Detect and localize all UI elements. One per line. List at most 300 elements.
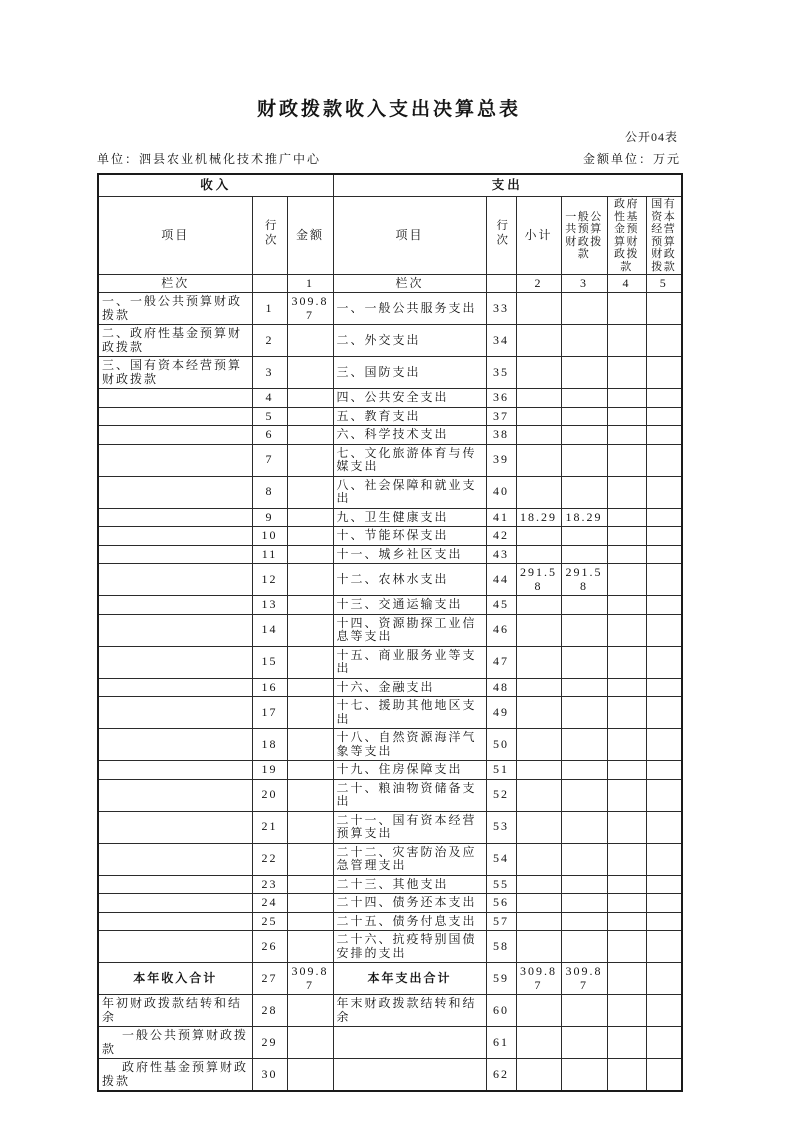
- expense-item-cell: [333, 1059, 486, 1092]
- general-public-budget-cell: [561, 545, 607, 564]
- subtotal-cell: [516, 894, 561, 913]
- gov-fund-budget-cell: [607, 407, 646, 426]
- expense-row-no-cell: 48: [486, 678, 516, 697]
- state-capital-budget-cell: [646, 1059, 682, 1092]
- income-row-no-cell: 3: [252, 357, 287, 389]
- expense-item-cell: 八、社会保障和就业支出: [333, 476, 486, 508]
- subtotal-cell: 291.58: [516, 564, 561, 596]
- expense-item-cell: 二十二、灾害防治及应急管理支出: [333, 843, 486, 875]
- column-header-row: [98, 197, 682, 275]
- gov-fund-budget-cell: [607, 389, 646, 408]
- general-public-budget-cell: 309.87: [561, 963, 607, 995]
- income-item-cell: 二、政府性基金预算财政拨款: [98, 325, 252, 357]
- income-row-no-cell: 2: [252, 325, 287, 357]
- income-row-no-cell: 10: [252, 527, 287, 546]
- col-header-general-public-budget: 一般公共预算财政拨款: [561, 197, 607, 275]
- table-row: [98, 729, 682, 761]
- expense-item-cell: 十、节能环保支出: [333, 527, 486, 546]
- expense-item-cell: 本年支出合计: [333, 963, 486, 995]
- state-capital-budget-cell: [646, 729, 682, 761]
- state-capital-budget-cell: [646, 508, 682, 527]
- income-row-no-cell: 17: [252, 697, 287, 729]
- index-income-amount: 1: [287, 275, 333, 293]
- state-capital-budget-cell: [646, 646, 682, 678]
- income-item-cell: [98, 389, 252, 408]
- expense-item-cell: 十七、援助其他地区支出: [333, 697, 486, 729]
- income-row-no-cell: 11: [252, 545, 287, 564]
- income-row-no-cell: 27: [252, 963, 287, 995]
- col-header-expense-item: 项目: [333, 197, 486, 275]
- expense-row-no-cell: 62: [486, 1059, 516, 1092]
- general-public-budget-cell: 18.29: [561, 508, 607, 527]
- subtotal-cell: [516, 357, 561, 389]
- income-item-cell: [98, 614, 252, 646]
- index-income-row-no: [252, 275, 287, 293]
- income-row-no-cell: 1: [252, 293, 287, 325]
- general-public-budget-cell: [561, 894, 607, 913]
- income-amount-cell: [287, 1059, 333, 1092]
- expense-item-cell: 十六、金融支出: [333, 678, 486, 697]
- income-row-no-cell: 6: [252, 426, 287, 445]
- expense-item-cell: 年末财政拨款结转和结余: [333, 995, 486, 1027]
- vertical-text: 行次: [263, 219, 276, 249]
- income-row-no-cell: 18: [252, 729, 287, 761]
- expense-row-no-cell: 44: [486, 564, 516, 596]
- income-amount-cell: 309.87: [287, 963, 333, 995]
- income-row-no-cell: 25: [252, 912, 287, 931]
- expense-item-cell: 二十、粮油物资储备支出: [333, 779, 486, 811]
- state-capital-budget-cell: [646, 426, 682, 445]
- income-amount-cell: [287, 596, 333, 615]
- income-item-cell: [98, 564, 252, 596]
- expense-item-cell: 十五、商业服务业等支出: [333, 646, 486, 678]
- income-item-cell: [98, 811, 252, 843]
- table-row: [98, 875, 682, 894]
- expense-row-no-cell: 42: [486, 527, 516, 546]
- state-capital-budget-cell: [646, 1027, 682, 1059]
- state-capital-budget-cell: [646, 912, 682, 931]
- expense-item-cell: [333, 1027, 486, 1059]
- income-item-cell: [98, 596, 252, 615]
- expense-row-no-cell: 61: [486, 1027, 516, 1059]
- gov-fund-budget-cell: [607, 293, 646, 325]
- general-public-budget-cell: [561, 407, 607, 426]
- expense-item-cell: 十八、自然资源海洋气象等支出: [333, 729, 486, 761]
- table-row: [98, 596, 682, 615]
- state-capital-budget-cell: [646, 389, 682, 408]
- table-row: [98, 389, 682, 408]
- state-capital-budget-cell: [646, 614, 682, 646]
- income-amount-cell: [287, 697, 333, 729]
- state-capital-budget-cell: [646, 444, 682, 476]
- income-amount-cell: [287, 912, 333, 931]
- gov-fund-budget-cell: [607, 426, 646, 445]
- income-section-header: 收入: [98, 174, 333, 197]
- income-item-cell: [98, 646, 252, 678]
- expense-item-cell: 十四、资源勘探工业信息等支出: [333, 614, 486, 646]
- subtotal-cell: [516, 995, 561, 1027]
- subtotal-cell: [516, 389, 561, 408]
- subtotal-cell: [516, 407, 561, 426]
- subtotal-cell: 18.29: [516, 508, 561, 527]
- gov-fund-budget-cell: [607, 963, 646, 995]
- income-amount-cell: [287, 325, 333, 357]
- income-row-no-cell: 19: [252, 761, 287, 780]
- expense-item-cell: 六、科学技术支出: [333, 426, 486, 445]
- subtotal-cell: 309.87: [516, 963, 561, 995]
- subtotal-cell: [516, 426, 561, 445]
- col-header-state-capital-budget: 国有资本经营预算财政拨款: [646, 197, 682, 275]
- table-body: [98, 293, 682, 1092]
- subtotal-cell: [516, 293, 561, 325]
- expense-item-cell: 二十三、其他支出: [333, 875, 486, 894]
- subtotal-cell: [516, 761, 561, 780]
- gov-fund-budget-cell: [607, 527, 646, 546]
- income-item-cell: [98, 545, 252, 564]
- income-item-cell: 政府性基金预算财政拨款: [98, 1059, 252, 1092]
- income-item-cell: 本年收入合计: [98, 963, 252, 995]
- gov-fund-budget-cell: [607, 931, 646, 963]
- expense-row-no-cell: 50: [486, 729, 516, 761]
- expense-row-no-cell: 46: [486, 614, 516, 646]
- page-title: 财政拨款收入支出决算总表: [256, 99, 521, 120]
- table-row: [98, 811, 682, 843]
- general-public-budget-cell: [561, 761, 607, 780]
- general-public-budget-cell: [561, 596, 607, 615]
- meta-line: [97, 152, 681, 167]
- col-header-income-item: 项目: [98, 197, 252, 275]
- expense-row-no-cell: 57: [486, 912, 516, 931]
- income-amount-cell: [287, 476, 333, 508]
- subtotal-cell: [516, 614, 561, 646]
- income-amount-cell: [287, 545, 333, 564]
- expense-row-no-cell: 52: [486, 779, 516, 811]
- general-public-budget-cell: [561, 678, 607, 697]
- income-amount-cell: [287, 444, 333, 476]
- expense-item-cell: 十九、住房保障支出: [333, 761, 486, 780]
- expense-item-cell: 一、一般公共服务支出: [333, 293, 486, 325]
- state-capital-budget-cell: [646, 527, 682, 546]
- gov-fund-budget-cell: [607, 444, 646, 476]
- general-public-budget-cell: [561, 912, 607, 931]
- income-item-cell: [98, 444, 252, 476]
- income-row-no-cell: 7: [252, 444, 287, 476]
- expense-row-no-cell: 59: [486, 963, 516, 995]
- expense-row-no-cell: 45: [486, 596, 516, 615]
- income-row-no-cell: 24: [252, 894, 287, 913]
- income-item-cell: [98, 875, 252, 894]
- gov-fund-budget-cell: [607, 811, 646, 843]
- income-amount-cell: [287, 875, 333, 894]
- gov-fund-budget-cell: [607, 912, 646, 931]
- state-capital-budget-cell: [646, 596, 682, 615]
- table-row: [98, 761, 682, 780]
- income-item-cell: [98, 729, 252, 761]
- expense-item-cell: 三、国防支出: [333, 357, 486, 389]
- income-amount-cell: [287, 646, 333, 678]
- expense-section-header: 支出: [333, 174, 682, 197]
- general-public-budget-cell: [561, 325, 607, 357]
- table-row: [98, 426, 682, 445]
- gov-fund-budget-cell: [607, 476, 646, 508]
- fiscal-summary-table: [97, 173, 683, 1092]
- gov-fund-budget-cell: [607, 596, 646, 615]
- gov-fund-budget-cell: [607, 357, 646, 389]
- general-public-budget-cell: [561, 1027, 607, 1059]
- income-row-no-cell: 8: [252, 476, 287, 508]
- gov-fund-budget-cell: [607, 995, 646, 1027]
- expense-row-no-cell: 37: [486, 407, 516, 426]
- state-capital-budget-cell: [646, 407, 682, 426]
- table-row: [98, 407, 682, 426]
- income-row-no-cell: 20: [252, 779, 287, 811]
- general-public-budget-cell: [561, 1059, 607, 1092]
- document-page: [97, 99, 681, 1092]
- expense-item-cell: 二十一、国有资本经营预算支出: [333, 811, 486, 843]
- gov-fund-budget-cell: [607, 729, 646, 761]
- income-amount-cell: [287, 779, 333, 811]
- income-item-cell: [98, 912, 252, 931]
- gov-fund-budget-cell: [607, 545, 646, 564]
- income-row-no-cell: 30: [252, 1059, 287, 1092]
- income-item-cell: 一般公共预算财政拨款: [98, 1027, 252, 1059]
- expense-item-cell: 九、卫生健康支出: [333, 508, 486, 527]
- gov-fund-budget-cell: [607, 697, 646, 729]
- general-public-budget-cell: [561, 389, 607, 408]
- expense-item-cell: 七、文化旅游体育与传媒支出: [333, 444, 486, 476]
- general-public-budget-cell: [561, 811, 607, 843]
- income-item-cell: 年初财政拨款结转和结余: [98, 995, 252, 1027]
- subtotal-cell: [516, 1027, 561, 1059]
- state-capital-budget-cell: [646, 963, 682, 995]
- income-item-cell: [98, 508, 252, 527]
- table-row: [98, 508, 682, 527]
- income-amount-cell: [287, 678, 333, 697]
- state-capital-budget-cell: [646, 476, 682, 508]
- expense-row-no-cell: 51: [486, 761, 516, 780]
- expense-row-no-cell: 35: [486, 357, 516, 389]
- subtotal-cell: [516, 325, 561, 357]
- income-item-cell: [98, 931, 252, 963]
- state-capital-budget-cell: [646, 697, 682, 729]
- income-row-no-cell: 29: [252, 1027, 287, 1059]
- subtotal-cell: [516, 646, 561, 678]
- subtotal-cell: [516, 1059, 561, 1092]
- gov-fund-budget-cell: [607, 779, 646, 811]
- general-public-budget-cell: [561, 476, 607, 508]
- gov-fund-budget-cell: [607, 843, 646, 875]
- expense-row-no-cell: 34: [486, 325, 516, 357]
- expense-row-no-cell: 55: [486, 875, 516, 894]
- expense-row-no-cell: 33: [486, 293, 516, 325]
- table-row: [98, 678, 682, 697]
- general-public-budget-cell: [561, 357, 607, 389]
- table-row: [98, 564, 682, 596]
- table-row: [98, 1059, 682, 1092]
- col-header-expense-row-no: [486, 197, 516, 275]
- general-public-budget-cell: [561, 875, 607, 894]
- expense-row-no-cell: 49: [486, 697, 516, 729]
- subtotal-cell: [516, 444, 561, 476]
- subtotal-cell: [516, 811, 561, 843]
- income-row-no-cell: 28: [252, 995, 287, 1027]
- expense-row-no-cell: 53: [486, 811, 516, 843]
- gov-fund-budget-cell: [607, 761, 646, 780]
- income-amount-cell: [287, 729, 333, 761]
- table-row: [98, 912, 682, 931]
- expense-row-no-cell: 60: [486, 995, 516, 1027]
- subtotal-cell: [516, 729, 561, 761]
- income-item-cell: 一、一般公共预算财政拨款: [98, 293, 252, 325]
- income-row-no-cell: 15: [252, 646, 287, 678]
- table-row: [98, 931, 682, 963]
- index-expense-row-no: [486, 275, 516, 293]
- income-amount-cell: [287, 389, 333, 408]
- expense-row-no-cell: 36: [486, 389, 516, 408]
- subtotal-cell: [516, 527, 561, 546]
- expense-row-no-cell: 41: [486, 508, 516, 527]
- gov-fund-budget-cell: [607, 678, 646, 697]
- gov-fund-budget-cell: [607, 875, 646, 894]
- amount-unit-label: 金额单位：万元: [582, 152, 681, 166]
- subtotal-cell: [516, 678, 561, 697]
- gov-fund-budget-cell: [607, 508, 646, 527]
- table-row: [98, 894, 682, 913]
- col-header-income-amount: 金额: [287, 197, 333, 275]
- income-item-cell: [98, 426, 252, 445]
- income-amount-cell: [287, 1027, 333, 1059]
- state-capital-budget-cell: [646, 357, 682, 389]
- expense-item-cell: 四、公共安全支出: [333, 389, 486, 408]
- state-capital-budget-cell: [646, 678, 682, 697]
- general-public-budget-cell: [561, 646, 607, 678]
- general-public-budget-cell: [561, 293, 607, 325]
- subtotal-cell: [516, 697, 561, 729]
- table-row: [98, 843, 682, 875]
- income-amount-cell: [287, 811, 333, 843]
- table-row: [98, 325, 682, 357]
- table-row: [98, 779, 682, 811]
- col-header-income-row-no: [252, 197, 287, 275]
- income-row-no-cell: 14: [252, 614, 287, 646]
- state-capital-budget-cell: [646, 931, 682, 963]
- col-header-subtotal: 小计: [516, 197, 561, 275]
- table-row: [98, 963, 682, 995]
- income-amount-cell: [287, 894, 333, 913]
- state-capital-budget-cell: [646, 875, 682, 894]
- expense-row-no-cell: 38: [486, 426, 516, 445]
- income-amount-cell: 309.87: [287, 293, 333, 325]
- subtotal-cell: [516, 545, 561, 564]
- subtotal-cell: [516, 912, 561, 931]
- table-row: [98, 293, 682, 325]
- income-row-no-cell: 12: [252, 564, 287, 596]
- gov-fund-budget-cell: [607, 325, 646, 357]
- state-capital-budget-cell: [646, 761, 682, 780]
- expense-item-cell: 十三、交通运输支出: [333, 596, 486, 615]
- table-row: [98, 476, 682, 508]
- expense-row-no-cell: 56: [486, 894, 516, 913]
- income-row-no-cell: 16: [252, 678, 287, 697]
- table-row: [98, 527, 682, 546]
- expense-row-no-cell: 58: [486, 931, 516, 963]
- subtotal-cell: [516, 476, 561, 508]
- state-capital-budget-cell: [646, 894, 682, 913]
- general-public-budget-cell: [561, 729, 607, 761]
- income-item-cell: [98, 779, 252, 811]
- expense-item-cell: 十二、农林水支出: [333, 564, 486, 596]
- general-public-budget-cell: [561, 527, 607, 546]
- state-capital-budget-cell: [646, 545, 682, 564]
- expense-row-no-cell: 39: [486, 444, 516, 476]
- income-item-cell: [98, 761, 252, 780]
- expense-row-no-cell: 43: [486, 545, 516, 564]
- unit-label: 单位：泗县农业机械化技术推广中心: [97, 152, 322, 166]
- income-row-no-cell: 22: [252, 843, 287, 875]
- table-row: [98, 1027, 682, 1059]
- state-capital-budget-cell: [646, 995, 682, 1027]
- state-capital-budget-cell: [646, 325, 682, 357]
- income-row-no-cell: 13: [252, 596, 287, 615]
- general-public-budget-cell: [561, 426, 607, 445]
- income-item-cell: [98, 843, 252, 875]
- expense-row-no-cell: 40: [486, 476, 516, 508]
- state-capital-budget-cell: [646, 779, 682, 811]
- income-item-cell: [98, 678, 252, 697]
- expense-item-cell: 五、教育支出: [333, 407, 486, 426]
- income-row-no-cell: 5: [252, 407, 287, 426]
- gov-fund-budget-cell: [607, 614, 646, 646]
- gov-fund-budget-cell: [607, 564, 646, 596]
- income-amount-cell: [287, 614, 333, 646]
- subtotal-cell: [516, 931, 561, 963]
- income-row-no-cell: 26: [252, 931, 287, 963]
- table-row: [98, 444, 682, 476]
- expense-item-cell: 二十四、债务还本支出: [333, 894, 486, 913]
- income-row-no-cell: 21: [252, 811, 287, 843]
- income-amount-cell: [287, 357, 333, 389]
- general-public-budget-cell: [561, 779, 607, 811]
- state-capital-budget-cell: [646, 843, 682, 875]
- income-amount-cell: [287, 843, 333, 875]
- state-capital-budget-cell: [646, 811, 682, 843]
- income-row-no-cell: 9: [252, 508, 287, 527]
- subtotal-cell: [516, 779, 561, 811]
- income-amount-cell: [287, 995, 333, 1027]
- general-public-budget-cell: 291.58: [561, 564, 607, 596]
- income-item-cell: [98, 476, 252, 508]
- index-gov-fund: 4: [607, 275, 646, 293]
- gov-fund-budget-cell: [607, 1027, 646, 1059]
- income-item-cell: [98, 697, 252, 729]
- state-capital-budget-cell: [646, 293, 682, 325]
- index-expense-label: 栏次: [333, 275, 486, 293]
- income-amount-cell: [287, 761, 333, 780]
- table-row: [98, 545, 682, 564]
- expense-item-cell: 二十五、债务付息支出: [333, 912, 486, 931]
- income-amount-cell: [287, 527, 333, 546]
- gov-fund-budget-cell: [607, 894, 646, 913]
- general-public-budget-cell: [561, 444, 607, 476]
- general-public-budget-cell: [561, 995, 607, 1027]
- section-header-row: [98, 174, 682, 197]
- subtotal-cell: [516, 596, 561, 615]
- subtotal-cell: [516, 843, 561, 875]
- expense-row-no-cell: 54: [486, 843, 516, 875]
- income-amount-cell: [287, 407, 333, 426]
- state-capital-budget-cell: [646, 564, 682, 596]
- general-public-budget-cell: [561, 614, 607, 646]
